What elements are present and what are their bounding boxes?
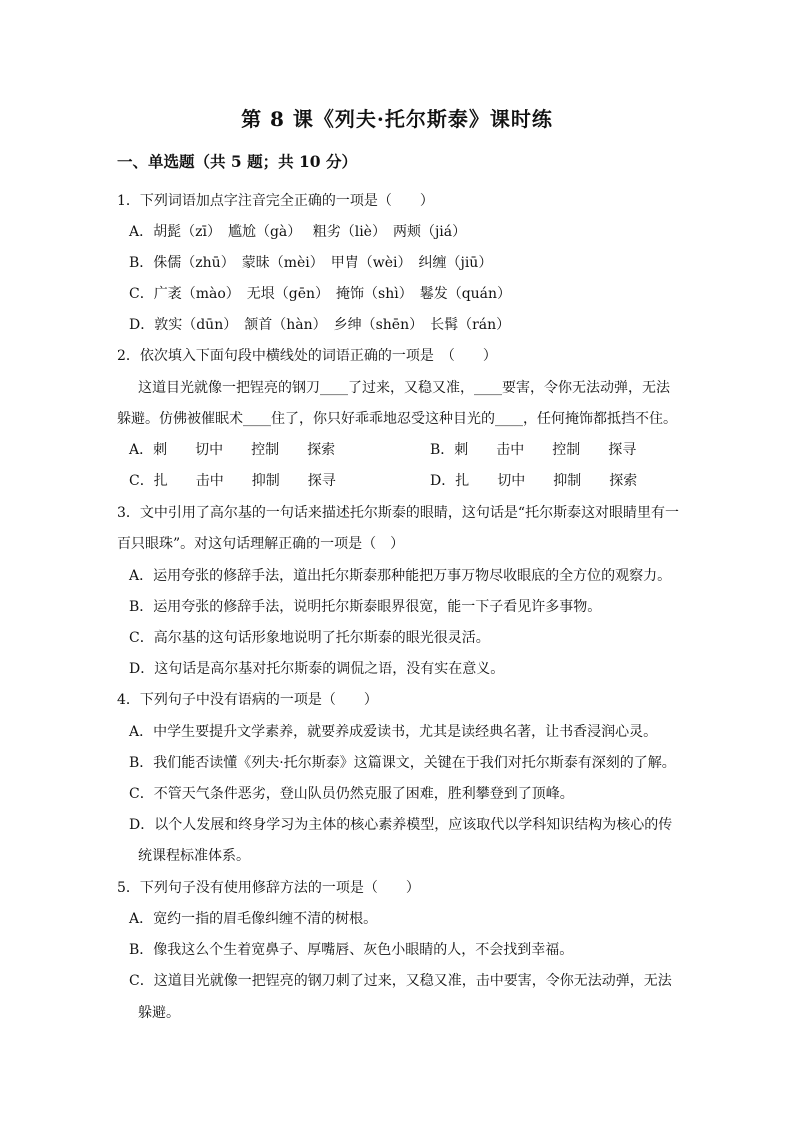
question-2-option-c: C．扎 击中 抑制 探寻 (129, 473, 336, 489)
section-heading: 一、单选题（共 5 题；共 10 分） (117, 152, 357, 171)
question-2-passage-line-1: 这道目光就像一把锃亮的钢刀____了过来，又稳又准，____要害，令你无法动弹，无法 (138, 380, 670, 396)
question-2-option-a: A．刺 切中 控制 探索 (129, 442, 336, 458)
question-2-stem: 2．依次填入下面句段中横线处的词语正确的一项是 （ ） (117, 348, 497, 364)
question-4-option-d-line-2: 统课程标准体系。 (138, 848, 250, 864)
question-5-option-b: B．像我这么个生着宽鼻子、厚嘴唇、灰色小眼睛的人，不会找到幸福。 (129, 942, 574, 958)
question-5-stem: 5．下列句子没有使用修辞方法的一项是（ ） (117, 880, 420, 896)
question-2-passage-line-2: 躲避。仿佛被催眠术____住了，你只好乖乖地忍受这种目光的____，任何掩饰都抵挡不住。 (117, 411, 677, 427)
question-3-option-d: D．这句话是高尔基对托尔斯泰的调侃之语，没有实在意义。 (129, 661, 505, 677)
question-5-option-c-line-2: 躲避。 (138, 1005, 180, 1021)
page-title: 第 8 课《列夫·托尔斯泰》课时练 (241, 107, 553, 131)
question-5-option-a: A．宽约一指的眉毛像纠缠不清的树根。 (129, 911, 378, 927)
question-3-option-b: B．运用夸张的修辞手法，说明托尔斯泰眼界很宽，能一下子看见许多事物。 (129, 599, 602, 615)
question-2-option-d: D．扎 切中 抑制 探索 (430, 473, 638, 489)
question-4-option-c: C．不管天气条件恶劣，登山队员仍然克服了困难，胜利攀登到了顶峰。 (129, 786, 574, 802)
question-4-option-a: A．中学生要提升文学素养，就要养成爱读书，尤其是读经典名著，让书香浸润心灵。 (129, 724, 658, 740)
question-3-stem-line-1: 3．文中引用了高尔基的一句话来描述托尔斯泰的眼睛，这句话是“托尔斯泰这对眼睛里有一 (117, 505, 680, 521)
question-1-option-a: A．胡髭（zī） 尴尬（gà） 粗劣（liè） 两颊（jiá） (129, 224, 467, 240)
question-3-option-c: C．高尔基的这句话形象地说明了托尔斯泰的眼光很灵活。 (129, 630, 490, 646)
question-3-stem-line-2: 百只眼珠”。对这句话理解正确的一项是（ ） (117, 536, 405, 552)
question-2-option-b: B．刺 击中 控制 探寻 (430, 442, 637, 458)
question-1-option-d: D．敦实（dūn） 颔首（hàn） 乡绅（shēn） 长髯（rán） (129, 317, 511, 333)
question-3-option-a: A．运用夸张的修辞手法，道出托尔斯泰那种能把万事万物尽收眼底的全方位的观察力。 (129, 568, 672, 584)
question-1-option-c: C．广袤（mào） 无垠（gēn） 掩饰（shì） 鬈发（quán） (129, 286, 512, 302)
question-1-stem: 1．下列词语加点字注音完全正确的一项是（ ） (117, 193, 434, 209)
question-4-stem: 4．下列句子中没有语病的一项是（ ） (117, 692, 378, 708)
question-4-option-b: B．我们能否读懂《列夫·托尔斯泰》这篇课文，关键在于我们对托尔斯泰有深刻的了解。 (129, 755, 676, 771)
question-4-option-d-line-1: D．以个人发展和终身学习为主体的核心素养模型，应该取代以学科知识结构为核心的传 (129, 817, 673, 833)
question-5-option-c-line-1: C．这道目光就像一把锃亮的钢刀刺了过来，又稳又准，击中要害，令你无法动弹，无法 (129, 973, 672, 989)
question-1-option-b: B．侏儒（zhū） 蒙昧（mèi） 甲胄（wèi） 纠缠（jiū） (129, 255, 493, 271)
